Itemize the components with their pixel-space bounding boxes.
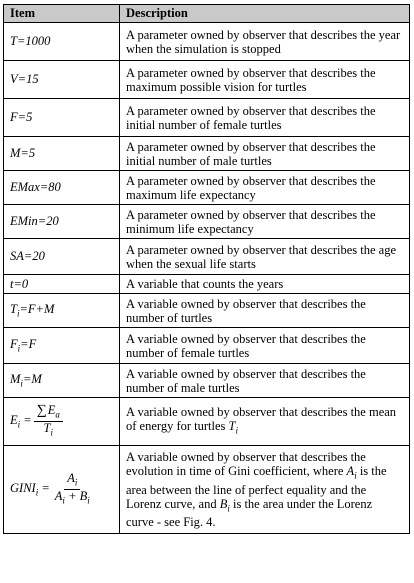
description-cell: A parameter owned by observer that describes the maximum life expectancy: [120, 171, 410, 205]
description-cell: A variable owned by observer that describes the mean of energy for turtles $T_i$: [120, 398, 410, 446]
description-cell: A variable that counts the years: [120, 275, 410, 294]
header-item: Item: [4, 5, 120, 23]
table-row: [4, 398, 410, 446]
item-cell: $M_i=M$: [4, 364, 120, 398]
table-row: [4, 239, 410, 275]
table-row: [4, 364, 410, 398]
formula-cell: [4, 446, 120, 534]
description-cell: A variable owned by observer that describes the number of female turtles: [120, 328, 410, 364]
table-row: [4, 61, 410, 99]
description-cell: A variable owned by observer that describes the evolution in time of Gini coefficient, where $A_i$ is the area between the line of perfect equality and the Lorenz curve, and $B_i$ is the area under the Lorenz curve - see Fig. 4.: [120, 446, 410, 534]
item-cell: F=5: [4, 99, 120, 137]
gini-formula: $GINI_i$ = $\frac{A_i}{A_i + B_i}$: [10, 470, 90, 506]
description-cell: A variable owned by observer that describes the number of turtles: [120, 294, 410, 328]
parameter-table: [3, 4, 410, 534]
item-cell: t=0: [4, 275, 120, 294]
table-row: [4, 294, 410, 328]
table-row: [4, 328, 410, 364]
energy-mean-formula: $E_i$ = $\frac{\sum E_a}{T_i}$: [10, 404, 63, 440]
table-row: [4, 171, 410, 205]
item-cell: $F_i=F$: [4, 328, 120, 364]
table-row: [4, 23, 410, 61]
description-cell: A parameter owned by observer that describes the year when the simulation is stopped: [120, 23, 410, 61]
table-row: [4, 137, 410, 171]
item-cell: V=15: [4, 61, 120, 99]
table-row: [4, 99, 410, 137]
description-cell: A variable owned by observer that describes the number of male turtles: [120, 364, 410, 398]
formula-cell: [4, 398, 120, 446]
table-row: [4, 446, 410, 534]
item-cell: M=5: [4, 137, 120, 171]
header-description: Description: [120, 5, 410, 23]
description-cell: A parameter owned by observer that describes the minimum life expectancy: [120, 205, 410, 239]
item-cell: EMax=80: [4, 171, 120, 205]
item-cell: T=1000: [4, 23, 120, 61]
item-cell: EMin=20: [4, 205, 120, 239]
description-cell: A parameter owned by observer that describes the maximum possible vision for turtles: [120, 61, 410, 99]
item-cell: SA=20: [4, 239, 120, 275]
item-cell: $T_i=F+M$: [4, 294, 120, 328]
description-cell: A parameter owned by observer that describes the initial number of female turtles: [120, 99, 410, 137]
header-row: [4, 5, 410, 23]
table-row: [4, 205, 410, 239]
description-cell: A parameter owned by observer that describes the initial number of male turtles: [120, 137, 410, 171]
description-cell: A parameter owned by observer that describes the age when the sexual life starts: [120, 239, 410, 275]
table-row: [4, 275, 410, 294]
